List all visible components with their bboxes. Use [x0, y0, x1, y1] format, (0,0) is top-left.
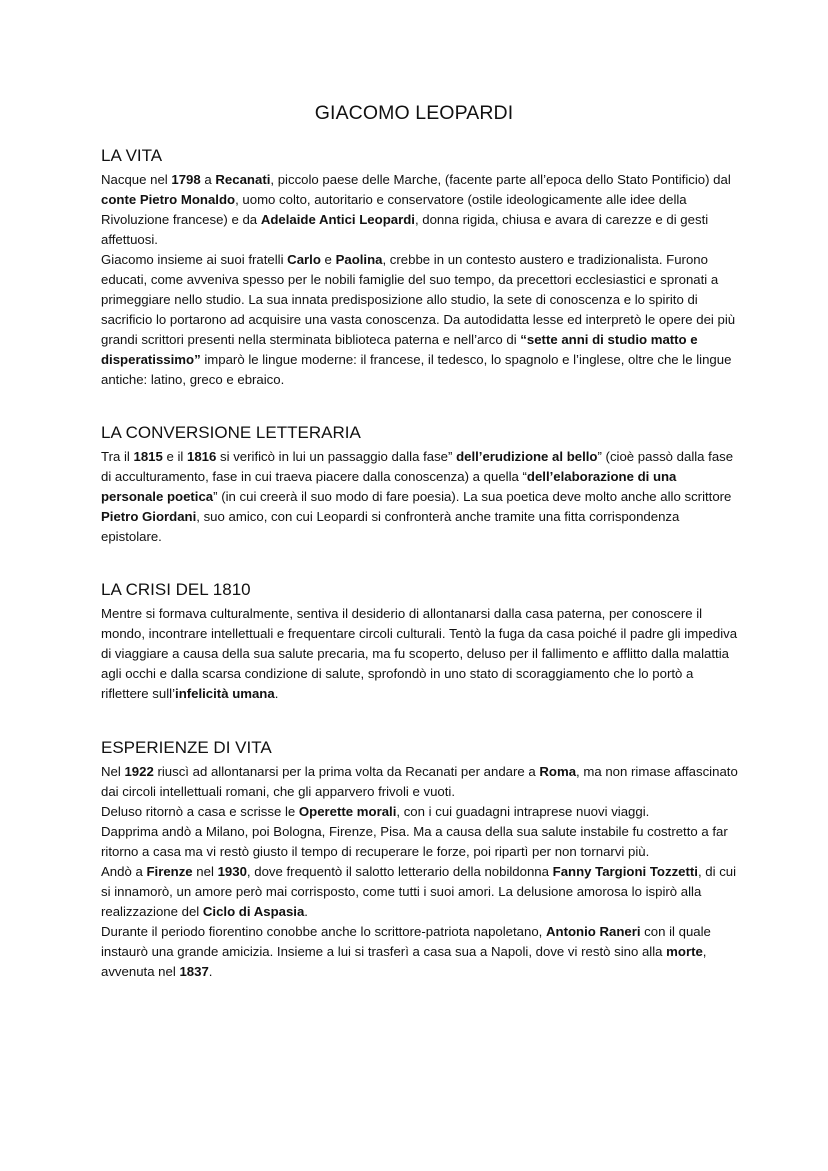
section-heading: LA VITA [101, 146, 163, 165]
bold-text: 1798 [171, 172, 201, 187]
text-run: . [274, 686, 279, 701]
text-run: . [304, 904, 308, 919]
text-run: nel [192, 864, 218, 879]
text-run: Mentre si formava culturalmente, sentiva il desiderio di allontanarsi dalla casa paterna, per conoscere il mondo, incontrare intellettuali e frequentare circoli culturali. Tentò la fuga da casa poiché il padre gli impediva di viaggiare a causa della sua salute precaria, ma fu scoperto, deluso per il fallimento e afflitto dalla malattia agli occhi e dalla scarsa condizione di salute, sprofondò in uno stato di scoraggiamento che lo portò a riflettere sull’ [101, 606, 738, 701]
bold-text: Fanny Targioni Tozzetti [552, 864, 698, 879]
paragraph [101, 604, 741, 704]
text-run: e il [162, 449, 188, 464]
bold-text: Pietro Giordani [101, 509, 197, 524]
section-esperienze-di-vita [101, 737, 741, 982]
text-run: , piccolo paese delle Marche, (facente parte all’epoca dello Stato Pontificio) dal [270, 172, 731, 187]
text-run: Durante il periodo fiorentino conobbe anche lo scrittore-patriota napoletano, [101, 924, 546, 939]
paragraph [101, 862, 741, 922]
section-body [101, 762, 741, 982]
text-run: Nel [101, 764, 125, 779]
section-heading: LA CONVERSIONE LETTERARIA [101, 423, 361, 442]
section-heading: LA CRISI DEL 1810 [101, 580, 251, 599]
bold-text: Adelaide Antici Leopardi [260, 212, 415, 227]
section-crisi-1810 [101, 579, 741, 704]
paragraph [101, 922, 741, 982]
bold-text: 1816 [187, 449, 217, 464]
document-title: GIACOMO LEOPARDI [314, 102, 514, 124]
section-body [101, 604, 741, 704]
text-run: , suo amico, con cui Leopardi si confronterà anche tramite una fitta corrispondenza epistolare. [101, 509, 680, 544]
section-la-vita [101, 145, 741, 390]
section-body [101, 170, 741, 390]
text-run: , ma non rimase affascinato dai circoli intellettuali romani, che gli apparvero frivoli e vuoti. [101, 764, 738, 799]
text-run: riuscì ad allontanarsi per la prima volta da Recanati per andare a [153, 764, 540, 779]
text-run: a [200, 172, 216, 187]
text-run: Nacque nel [101, 172, 172, 187]
text-run: , avvenuta nel [101, 944, 707, 979]
text-run: , con i cui guadagni intraprese nuovi viaggi. [396, 804, 650, 819]
text-run: , donna rigida, chiusa e avara di carezze e di gesti affettuosi. [101, 212, 709, 247]
bold-text: Roma [539, 764, 577, 779]
paragraph [101, 822, 741, 862]
bold-text: 1815 [133, 449, 163, 464]
bold-text: Paolina [335, 252, 383, 267]
section-heading: ESPERIENZE DI VITA [101, 738, 272, 757]
bold-text: 1922 [124, 764, 154, 779]
bold-text: Carlo [287, 252, 321, 267]
bold-text: dell’erudizione al bello [456, 449, 598, 464]
bold-text: Recanati [215, 172, 271, 187]
text-run: , uomo colto, autoritario e conservatore (ostile ideologicamente alle idee della Rivoluzione francese) e da [101, 192, 687, 227]
text-run: ” (in cui creerà il suo modo di fare poesia). La sua poetica deve molto anche allo scrittore [213, 489, 732, 504]
text-run: Tra il [101, 449, 134, 464]
text-run: e [320, 252, 336, 267]
text-run: , crebbe in un contesto austero e tradizionalista. Furono educati, come avveniva spesso per le nobili famiglie del suo tempo, da precettori ecclesiastici e spronati a primeggiare nello studio. La sua innata predisposizione allo studio, la sete di conoscenza e lo spirito di sacrificio lo portarono ad acquisire una vasta conoscenza. Da autodidatta lesse ed interpretò le opere dei più grandi scrittori presenti nella sterminata biblioteca paterna e nell’arco di [101, 252, 736, 347]
bold-text: Antonio Raneri [546, 924, 641, 939]
bold-text: Operette morali [298, 804, 397, 819]
text-run: Andò a [101, 864, 147, 879]
bold-text: 1930 [217, 864, 247, 879]
text-run: imparò le lingue moderne: il francese, il tedesco, lo spagnolo e l’inglese, oltre che le lingue antiche: latino, greco e ebraico. [101, 352, 732, 387]
text-run: , dove frequentò il salotto letterario della nobildonna [246, 864, 553, 879]
text-run: , di cui si innamorò, un amore però mai corrisposto, come tutti i suoi amori. La delusione amorosa lo ispirò alla realizzazione del [101, 864, 737, 919]
bold-text: “sette anni di studio matto e disperatissimo” [101, 332, 698, 367]
section-body [101, 447, 741, 547]
bold-text: Ciclo di Aspasia [202, 904, 305, 919]
bold-text: conte Pietro Monaldo [101, 192, 236, 207]
text-run: Deluso ritornò a casa e scrisse le [101, 804, 299, 819]
bold-text: dell’elaborazione di una personale poetica [101, 469, 677, 504]
bold-text: Firenze [146, 864, 193, 879]
bold-text: morte [666, 944, 703, 959]
text-run: ” (cioè passò dalla fase di acculturamento, fase in cui traeva piacere dalla conoscenza) a quella “ [101, 449, 734, 484]
text-run: si verificò in lui un passaggio dalla fase” [216, 449, 457, 464]
text-run: Dapprima andò a Milano, poi Bologna, Firenze, Pisa. Ma a causa della sua salute instabile fu costretto a far ritorno a casa ma vi restò giusto il tempo di recuperare le forze, poi ripartì per non tornarvi più. [101, 824, 728, 859]
bold-text: infelicità umana [175, 686, 275, 701]
paragraph [101, 447, 741, 547]
section-conversione-letteraria [101, 422, 741, 547]
text-run: con il quale instaurò una grande amicizia. Insieme a lui si trasferì a casa sua a Napoli, dove vi restò sino alla [101, 924, 711, 959]
paragraph [101, 802, 741, 822]
text-run: Giacomo insieme ai suoi fratelli [101, 252, 288, 267]
paragraph [101, 762, 741, 802]
text-run: . [208, 964, 213, 979]
bold-text: 1837 [179, 964, 209, 979]
paragraph [101, 250, 741, 390]
paragraph [101, 170, 741, 250]
